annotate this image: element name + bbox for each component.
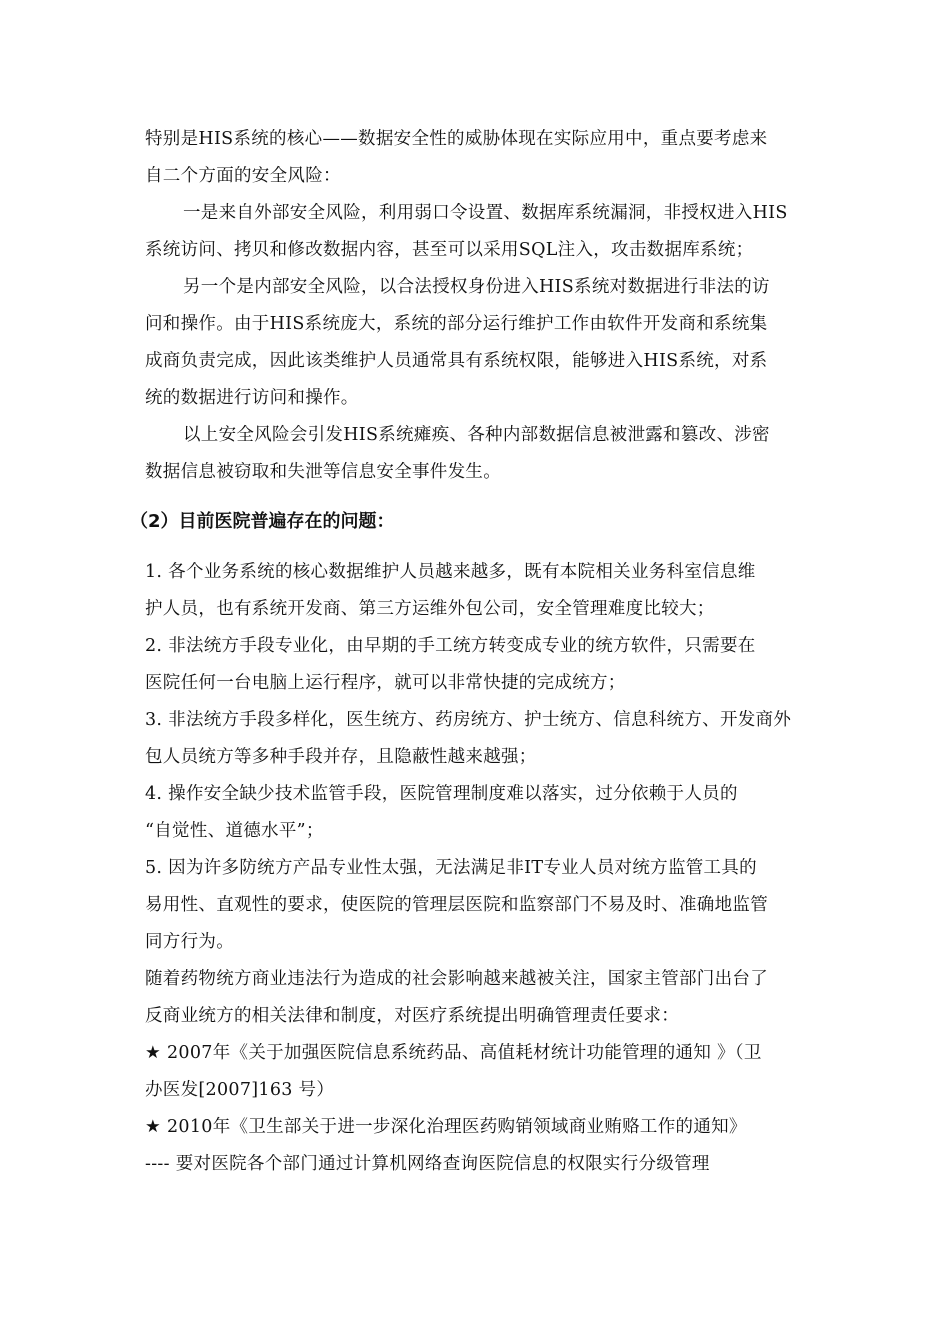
external-risk-line-2: 系统访问、拷贝和修改数据内容，甚至可以采用SQL注入，攻击数据库系统； bbox=[145, 240, 754, 260]
star-icon: ★ bbox=[145, 1117, 161, 1137]
intro-line-2: 自二个方面的安全风险： bbox=[145, 166, 341, 186]
problem-line-10: 易用性、直观性的要求，使医院的管理层医院和监察部门不易及时、准确地监管 bbox=[145, 895, 768, 915]
star-icon: ★ bbox=[145, 1043, 161, 1063]
regulation-1-line-2: 办医发[2007]163 号） bbox=[145, 1080, 335, 1100]
regulation-item-2 bbox=[145, 1115, 747, 1139]
problem-line-4: 医院任何一台电脑上运行程序，就可以非常快捷的完成统方； bbox=[145, 673, 626, 693]
problem-line-1: 1. 各个业务系统的核心数据维护人员越来越多，既有本院相关业务科室信息维 bbox=[145, 562, 756, 582]
problem-line-3: 2. 非法统方手段专业化，由早期的手工统方转变成专业的统方软件，只需要在 bbox=[145, 636, 756, 656]
intro-line-1: 特别是HIS系统的核心——数据安全性的威胁体现在实际应用中，重点要考虑来 bbox=[145, 129, 768, 149]
internal-risk-line-2: 问和操作。由于HIS系统庞大，系统的部分运行维护工作由软件开发商和系统集 bbox=[145, 314, 768, 334]
regulation-2-line-1: 2010年《卫生部关于进一步深化治理医药购销领域商业贿赂工作的通知》 bbox=[167, 1117, 747, 1137]
regulation-2-line-2: ---- 要对医院各个部门通过计算机网络查询医院信息的权限实行分级管理 bbox=[145, 1154, 710, 1174]
regulation-item-1 bbox=[145, 1041, 762, 1065]
regulation-intro-line-1: 随着药物统方商业违法行为造成的社会影响越来越被关注，国家主管部门出台了 bbox=[145, 969, 768, 989]
problem-line-2: 护人员，也有系统开发商、第三方运维外包公司，安全管理难度比较大； bbox=[145, 599, 715, 619]
problem-line-9: 5. 因为许多防统方产品专业性太强，无法满足非IT专业人员对统方监管工具的 bbox=[145, 858, 757, 878]
internal-risk-line-4: 统的数据进行访问和操作。 bbox=[145, 388, 359, 408]
problem-line-6: 包人员统方等多种手段并存，且隐蔽性越来越强； bbox=[145, 747, 537, 767]
external-risk-line-1: 一是来自外部安全风险，利用弱口令设置、数据库系统漏洞，非授权进入HIS bbox=[183, 203, 788, 223]
regulation-1-line-1: 2007年《关于加强医院信息系统药品、高值耗材统计功能管理的通知 》（卫 bbox=[167, 1043, 762, 1063]
problem-line-7: 4. 操作安全缺少技术监管手段，医院管理制度难以落实，过分依赖于人员的 bbox=[145, 784, 738, 804]
regulation-intro-line-2: 反商业统方的相关法律和制度，对医疗系统提出明确管理责任要求： bbox=[145, 1006, 679, 1026]
problem-line-8: “自觉性、道德水平”； bbox=[145, 821, 324, 841]
section-heading: （2）目前医院普遍存在的问题： bbox=[130, 511, 395, 532]
internal-risk-line-1: 另一个是内部安全风险，以合法授权身份进入HIS系统对数据进行非法的访 bbox=[183, 277, 770, 297]
internal-risk-line-3: 成商负责完成，因此该类维护人员通常具有系统权限，能够进入HIS系统，对系 bbox=[145, 351, 768, 371]
consequence-line-2: 数据信息被窃取和失泄等信息安全事件发生。 bbox=[145, 462, 501, 482]
consequence-line-1: 以上安全风险会引发HIS系统瘫痪、各种内部数据信息被泄露和篡改、涉密 bbox=[183, 425, 770, 445]
problem-line-11: 同方行为。 bbox=[145, 932, 234, 952]
problem-line-5: 3. 非法统方手段多样化，医生统方、药房统方、护士统方、信息科统方、开发商外 bbox=[145, 710, 792, 730]
